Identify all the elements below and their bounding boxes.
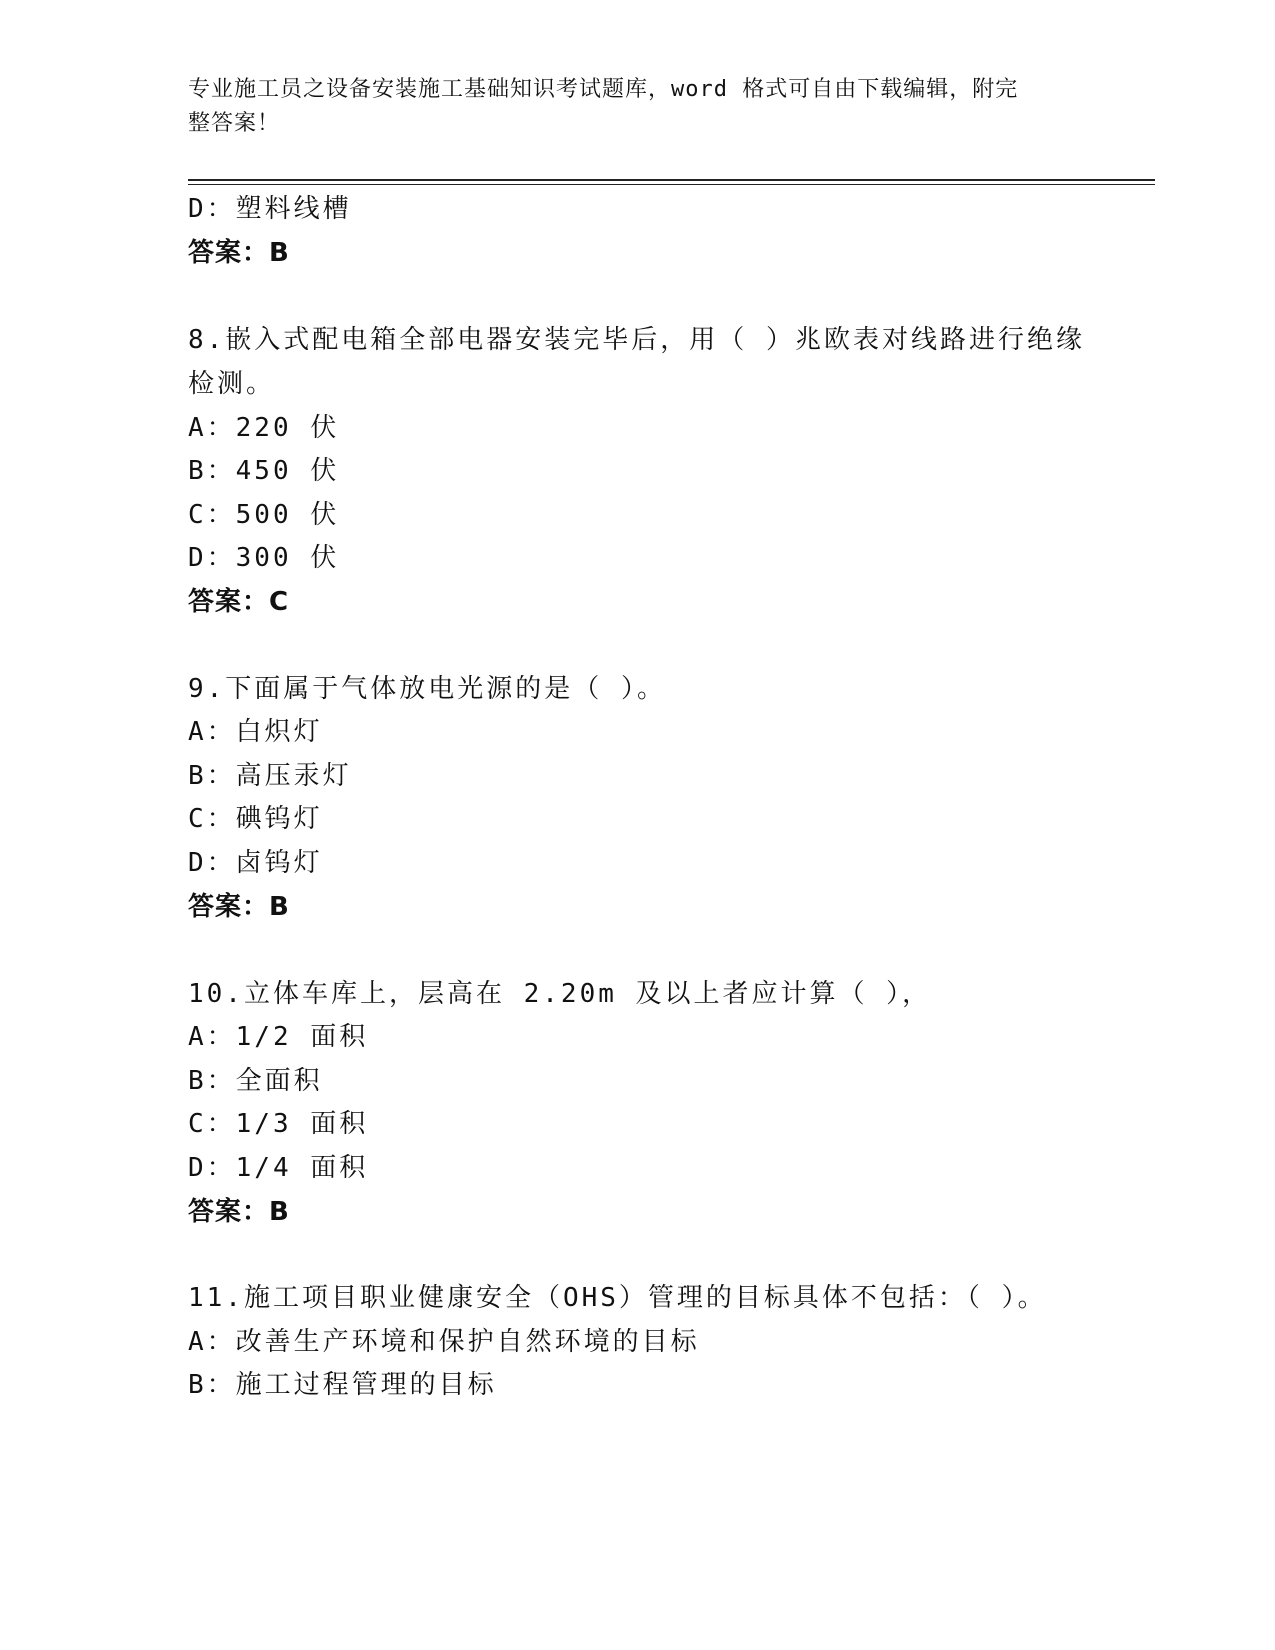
- q8-stem-line-1: 8.嵌入式配电箱全部电器安装完毕后，用（ ）兆欧表对线路进行绝缘: [188, 325, 1085, 355]
- q11-option-b: B：施工过程管理的目标: [188, 1370, 497, 1400]
- q8-option-d: D：300 伏: [188, 543, 340, 573]
- q9-answer: 答案：B: [188, 892, 290, 922]
- header-line-2: 整答案！: [188, 111, 281, 136]
- q10-option-c: C：1/3 面积: [188, 1109, 369, 1139]
- q10-option-d: D：1/4 面积: [188, 1153, 369, 1183]
- q8-stem-line-2: 检测。: [188, 369, 276, 399]
- q9-option-c: C：碘钨灯: [188, 804, 323, 834]
- q10-answer: 答案：B: [188, 1197, 290, 1227]
- header-line-1: 专业施工员之设备安装施工基础知识考试题库，word 格式可自由下载编辑，附完: [188, 77, 1019, 102]
- q7-answer: 答案：B: [188, 238, 290, 268]
- q8-option-c: C：500 伏: [188, 500, 340, 530]
- q10-option-b: B：全面积: [188, 1066, 323, 1096]
- q7-option-d: D：塑料线槽: [188, 194, 352, 224]
- header-rule-thin: [188, 184, 1155, 185]
- q10-option-a: A：1/2 面积: [188, 1022, 369, 1052]
- header-rule-thick: [188, 179, 1155, 181]
- q9-option-d: D：卤钨灯: [188, 848, 323, 878]
- q11-option-a: A：改善生产环境和保护自然环境的目标: [188, 1327, 700, 1357]
- q11-stem: 11.施工项目职业健康安全（OHS）管理的目标具体不包括：（ ）。: [188, 1283, 1047, 1313]
- q9-option-a: A：白炽灯: [188, 717, 323, 747]
- q9-stem: 9.下面属于气体放电光源的是（ ）。: [188, 674, 666, 704]
- q8-option-b: B：450 伏: [188, 456, 340, 486]
- q8-answer: 答案：C: [188, 587, 290, 617]
- document-header: [188, 73, 1068, 141]
- q10-stem: 10.立体车库上，层高在 2.20m 及以上者应计算（ ），: [188, 979, 932, 1009]
- q9-option-b: B：高压汞灯: [188, 761, 352, 791]
- q8-option-a: A：220 伏: [188, 413, 340, 443]
